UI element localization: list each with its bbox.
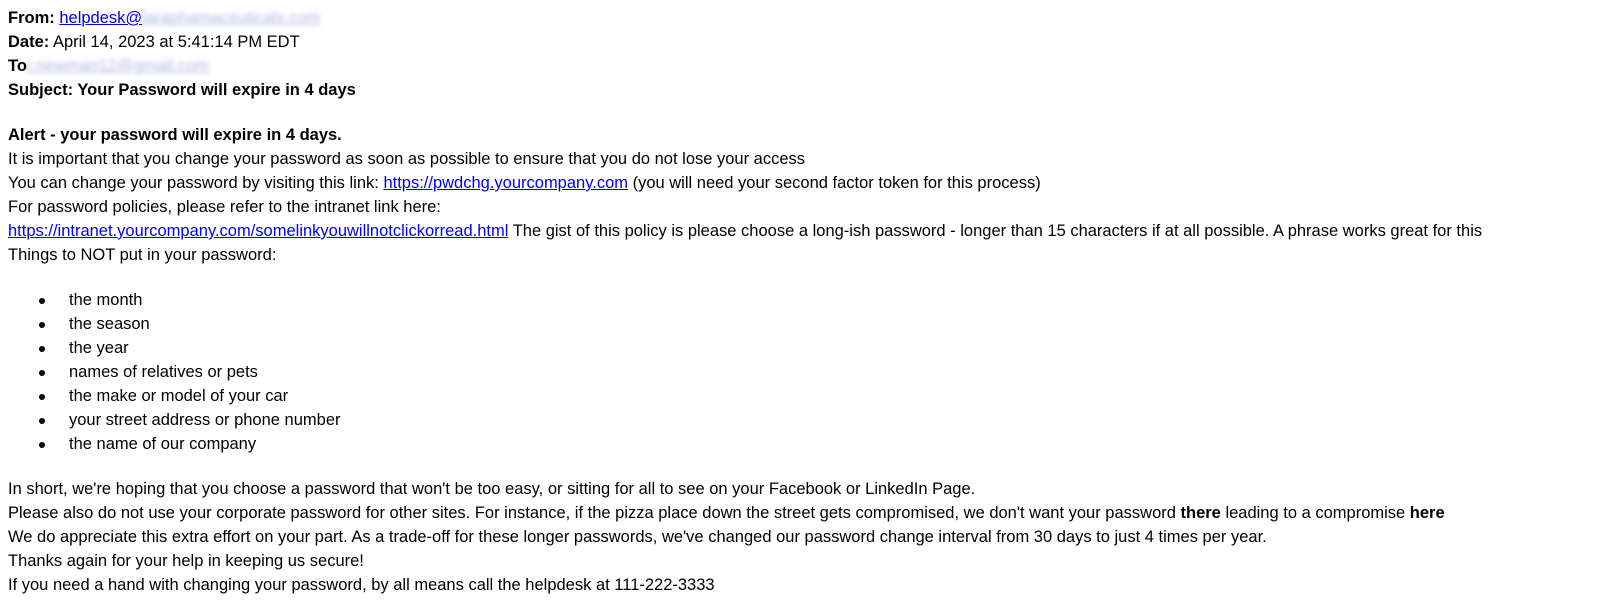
spacer (8, 456, 1600, 477)
to-row (8, 54, 1600, 78)
list-item-text: the season (69, 315, 150, 333)
body-paragraph-importance: It is important that you change your password as soon as possible to ensure that you do not lose your access (8, 150, 806, 168)
change-link-suffix: (you will need your second factor token for this process) (628, 174, 1041, 192)
password-change-link[interactable]: https://pwdchg.yourcompany.com (383, 174, 628, 192)
bullet-icon (39, 370, 45, 376)
bullet-icon (39, 418, 45, 424)
reuse-text-c: leading to a compromise (1220, 504, 1410, 522)
list-item (8, 336, 1600, 360)
bullet-icon (39, 394, 45, 400)
bullet-icon (39, 442, 45, 448)
list-item-text: your street address or phone number (69, 411, 341, 429)
list-item-text: the name of our company (69, 435, 257, 453)
list-item-text: the year (69, 339, 129, 357)
body-paragraph-not-list-intro: Things to NOT put in your password: (8, 246, 277, 264)
from-address-redacted: laraphamaceuticals.com (142, 9, 321, 27)
from-row (8, 6, 1600, 30)
spacer (8, 102, 1600, 123)
bullet-icon (39, 346, 45, 352)
list-item-text: names of relatives or pets (69, 363, 258, 381)
date-value: April 14, 2023 at 5:41:14 PM EDT (52, 33, 300, 51)
to-label: To (8, 57, 27, 75)
body-paragraph-policies: For password policies, please refer to the intranet link here: (8, 198, 441, 216)
body-paragraph-thanks: Thanks again for your help in keeping us secure! (8, 552, 364, 570)
body-paragraph-intranet (8, 219, 1600, 243)
change-link-prefix: You can change your password by visiting this link: (8, 174, 384, 192)
list-item (8, 360, 1600, 384)
bullet-icon (39, 298, 45, 304)
body-paragraph-helpdesk: If you need a hand with changing your password, by all means call the helpdesk at 111-222-3333 (8, 576, 715, 594)
list-item (8, 408, 1600, 432)
reuse-text-a: Please also do not use your corporate password for other sites. For instance, if the pizza place down the street gets compromised, we don't want your password (8, 504, 1181, 522)
date-label: Date: (8, 33, 50, 51)
from-label: From: (8, 9, 55, 27)
date-row (8, 30, 1600, 54)
intranet-policy-link[interactable]: https://intranet.yourcompany.com/somelinkyouwillnotclickorread.html (8, 222, 509, 240)
list-item (8, 432, 1600, 456)
from-address-link[interactable] (59, 9, 320, 27)
subject-line: Subject: Your Password will expire in 4 days (8, 81, 356, 99)
body-paragraph-summary: In short, we're hoping that you choose a password that won't be too easy, or sitting for all to see on your Facebook or LinkedIn Page. (8, 480, 976, 498)
to-address-link[interactable] (27, 57, 209, 75)
list-item (8, 288, 1600, 312)
bullet-icon (39, 322, 45, 328)
body-paragraph-change-link (8, 171, 1600, 195)
to-address-redacted: r.newman12@gmail.com (26, 57, 209, 75)
reuse-emphasis-there: there (1180, 504, 1221, 522)
alert-heading: Alert - your password will expire in 4 days. (8, 126, 342, 144)
reuse-emphasis-here: here (1409, 504, 1445, 522)
intranet-suffix: The gist of this policy is please choose a long-ish password - longer than 15 characters if at all possible. A phrase works great for this (508, 222, 1483, 240)
body-paragraph-tradeoff: We do appreciate this extra effort on your part. As a trade-off for these longer passwords, we've changed our password change interval from 30 days to just 4 times per year. (8, 528, 1267, 546)
spacer (8, 267, 1600, 288)
list-item (8, 312, 1600, 336)
body-paragraph-reuse (8, 501, 1600, 525)
list-item-text: the month (69, 291, 143, 309)
forbidden-items-list (8, 288, 1600, 456)
list-item (8, 384, 1600, 408)
from-address-visible: helpdesk@ (59, 9, 143, 27)
list-item-text: the make or model of your car (69, 387, 289, 405)
